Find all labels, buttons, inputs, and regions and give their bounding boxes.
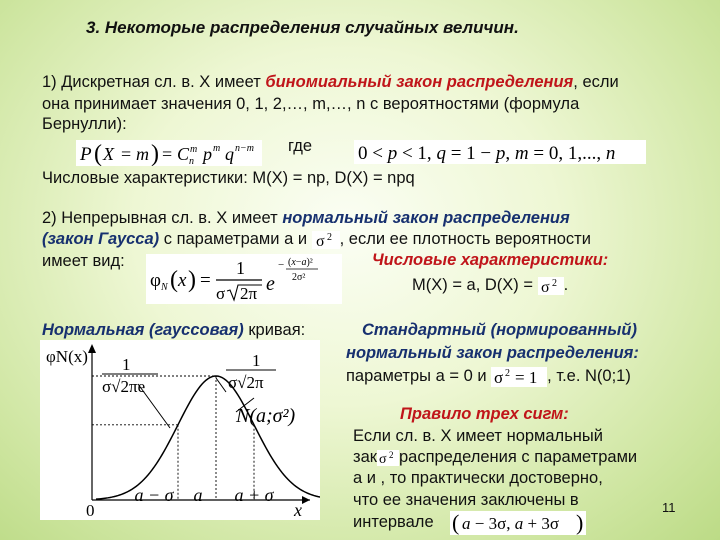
normal-char-post: . bbox=[563, 276, 569, 294]
svg-text:): ) bbox=[151, 141, 159, 166]
svg-text:2σ²: 2σ² bbox=[292, 272, 306, 283]
svg-text:(: ( bbox=[94, 141, 102, 166]
svg-text:φ: φ bbox=[150, 270, 161, 291]
y-axis-label: φN(x) bbox=[46, 347, 88, 366]
sigma-squared-symbol-3 bbox=[377, 450, 399, 466]
svg-text:n−m: n−m bbox=[235, 143, 254, 154]
svg-text:m: m bbox=[136, 144, 149, 164]
svg-text:m: m bbox=[190, 144, 198, 155]
three-sigma-title: Правило трех сигм: bbox=[400, 405, 569, 423]
normal-numeric-characteristics bbox=[412, 275, 568, 295]
svg-text:=: = bbox=[121, 144, 132, 164]
svg-text:a − 3σ, a + 3σ: a − 3σ, a + 3σ bbox=[462, 514, 560, 533]
normal-curve-graph bbox=[40, 340, 320, 520]
three-sigma-line2-post: распределения с параметрами bbox=[398, 448, 638, 466]
three-sigma-interval bbox=[450, 511, 586, 535]
standard-line2: нормальный закон распределения: bbox=[346, 344, 639, 362]
svg-text:1: 1 bbox=[236, 258, 245, 278]
origin-label: 0 bbox=[86, 501, 95, 520]
svg-text:C: C bbox=[177, 144, 190, 164]
s2-line3: имеет вид: bbox=[42, 252, 125, 270]
sigma-squared-symbol-2 bbox=[538, 277, 564, 295]
s1-line1-pre: 1) Дискретная сл. в. X имеет bbox=[42, 73, 266, 91]
svg-text:2π: 2π bbox=[240, 284, 258, 303]
svg-text:2: 2 bbox=[551, 277, 557, 289]
svg-text:σ: σ bbox=[216, 284, 226, 303]
svg-text:−: − bbox=[278, 259, 285, 271]
svg-text:σ: σ bbox=[378, 451, 387, 466]
svg-text:N: N bbox=[161, 282, 168, 293]
s2-line2-post: , если ее плотность вероятности bbox=[339, 230, 591, 248]
tick-label-mean: a bbox=[193, 485, 203, 505]
page-number: 11 bbox=[662, 500, 676, 515]
three-sigma-line3: a и , то практически достоверно, bbox=[353, 469, 603, 487]
peak-value-numerator: 1 bbox=[252, 351, 261, 370]
svg-text:e: e bbox=[266, 273, 275, 295]
svg-text:q: q bbox=[225, 144, 234, 164]
svg-text:=: = bbox=[162, 144, 173, 164]
normal-char-pre: M(X) = a, D(X) = bbox=[412, 276, 538, 294]
standard-line3-pre: параметры a = 0 и bbox=[346, 367, 492, 385]
s1-numeric-characteristics: Числовые характеристики: M(X) = np, D(X) = npq bbox=[42, 169, 415, 187]
svg-text:X: X bbox=[103, 144, 114, 164]
svg-text:2: 2 bbox=[326, 231, 332, 243]
peak-value-denominator: σ√2π bbox=[228, 373, 264, 392]
svg-text:0 < p < 1, q = 1 − p, m = 0, 1: 0 < p < 1, q = 1 − p, m = 0, 1,..., n bbox=[358, 143, 616, 164]
svg-text:σ: σ bbox=[494, 367, 504, 387]
s2-line2-mid: с параметрами a и bbox=[159, 230, 312, 248]
tick-label-plus-sigma: a + σ bbox=[234, 485, 274, 505]
binomial-law-term: биномиальный закон распределения bbox=[265, 73, 574, 91]
s2-line1-pre: 2) Непрерывная сл. в. X имеет bbox=[42, 209, 283, 227]
standard-line3 bbox=[346, 366, 631, 387]
svg-text:= 1: = 1 bbox=[515, 367, 538, 387]
svg-text:(: ( bbox=[170, 267, 178, 293]
standard-line1: Стандартный (нормированный) bbox=[362, 321, 637, 339]
svg-text:): ) bbox=[188, 267, 196, 293]
svg-text:P: P bbox=[80, 144, 92, 165]
svg-text:2: 2 bbox=[388, 449, 394, 460]
x-axis-label: x bbox=[294, 500, 302, 520]
s2-line2 bbox=[42, 229, 591, 249]
sigma-squared-symbol bbox=[312, 231, 340, 249]
svg-text:m: m bbox=[213, 143, 221, 154]
sigma-squared-equals-one bbox=[491, 367, 547, 387]
parameter-condition-formula bbox=[354, 140, 646, 164]
svg-text:(: ( bbox=[452, 511, 460, 535]
three-sigma-line1: Если сл. в. X имеет нормальный bbox=[353, 427, 603, 445]
svg-text:p: p bbox=[203, 144, 212, 164]
three-sigma-line4: что ее значения заключены в bbox=[353, 491, 579, 509]
s2-line1 bbox=[42, 208, 570, 228]
normal-curve-suffix: кривая: bbox=[243, 321, 306, 339]
svg-text:): ) bbox=[576, 511, 584, 535]
s1-line2: она принимает значения 0, 1, 2,…, m,…, n с вероятностями (формула bbox=[42, 95, 580, 113]
svg-text:=: = bbox=[200, 270, 211, 291]
svg-text:(x−a)²: (x−a)² bbox=[288, 257, 313, 268]
three-sigma-line5: интервале bbox=[353, 513, 434, 531]
normal-density-formula bbox=[146, 254, 342, 304]
normal-curve-label bbox=[42, 320, 305, 340]
svg-text:n: n bbox=[189, 156, 194, 166]
numeric-characteristics-heading: Числовые характеристики: bbox=[372, 251, 609, 269]
standard-line3-post: , т.е. N(0;1) bbox=[547, 367, 631, 385]
graph-background bbox=[40, 340, 320, 520]
curve-name-label: N(a;σ²) bbox=[236, 405, 296, 427]
gauss-law-term: (закон Гаусса) bbox=[42, 230, 160, 248]
s1-line1-post: , если bbox=[573, 73, 619, 91]
where-word: где bbox=[288, 137, 313, 155]
s1-line1 bbox=[42, 72, 619, 92]
inflection-value-numerator: 1 bbox=[122, 355, 131, 374]
inflection-value-denominator: σ√2πe bbox=[102, 377, 146, 396]
svg-text:2: 2 bbox=[505, 367, 511, 379]
svg-text:σ: σ bbox=[315, 232, 325, 249]
svg-text:σ: σ bbox=[540, 278, 550, 295]
s1-line3: Бернулли): bbox=[42, 115, 127, 133]
normal-curve-term: Нормальная (гауссовая) bbox=[42, 321, 244, 339]
tick-label-minus-sigma: a − σ bbox=[134, 485, 174, 505]
three-sigma-line2-pre: зак bbox=[353, 448, 377, 466]
slide-title: 3. Некоторые распределения случайных величин. bbox=[86, 18, 519, 37]
three-sigma-line2 bbox=[353, 447, 637, 467]
svg-text:x: x bbox=[178, 270, 187, 291]
normal-law-term: нормальный закон распределения bbox=[282, 209, 570, 227]
bernoulli-formula bbox=[76, 140, 262, 166]
